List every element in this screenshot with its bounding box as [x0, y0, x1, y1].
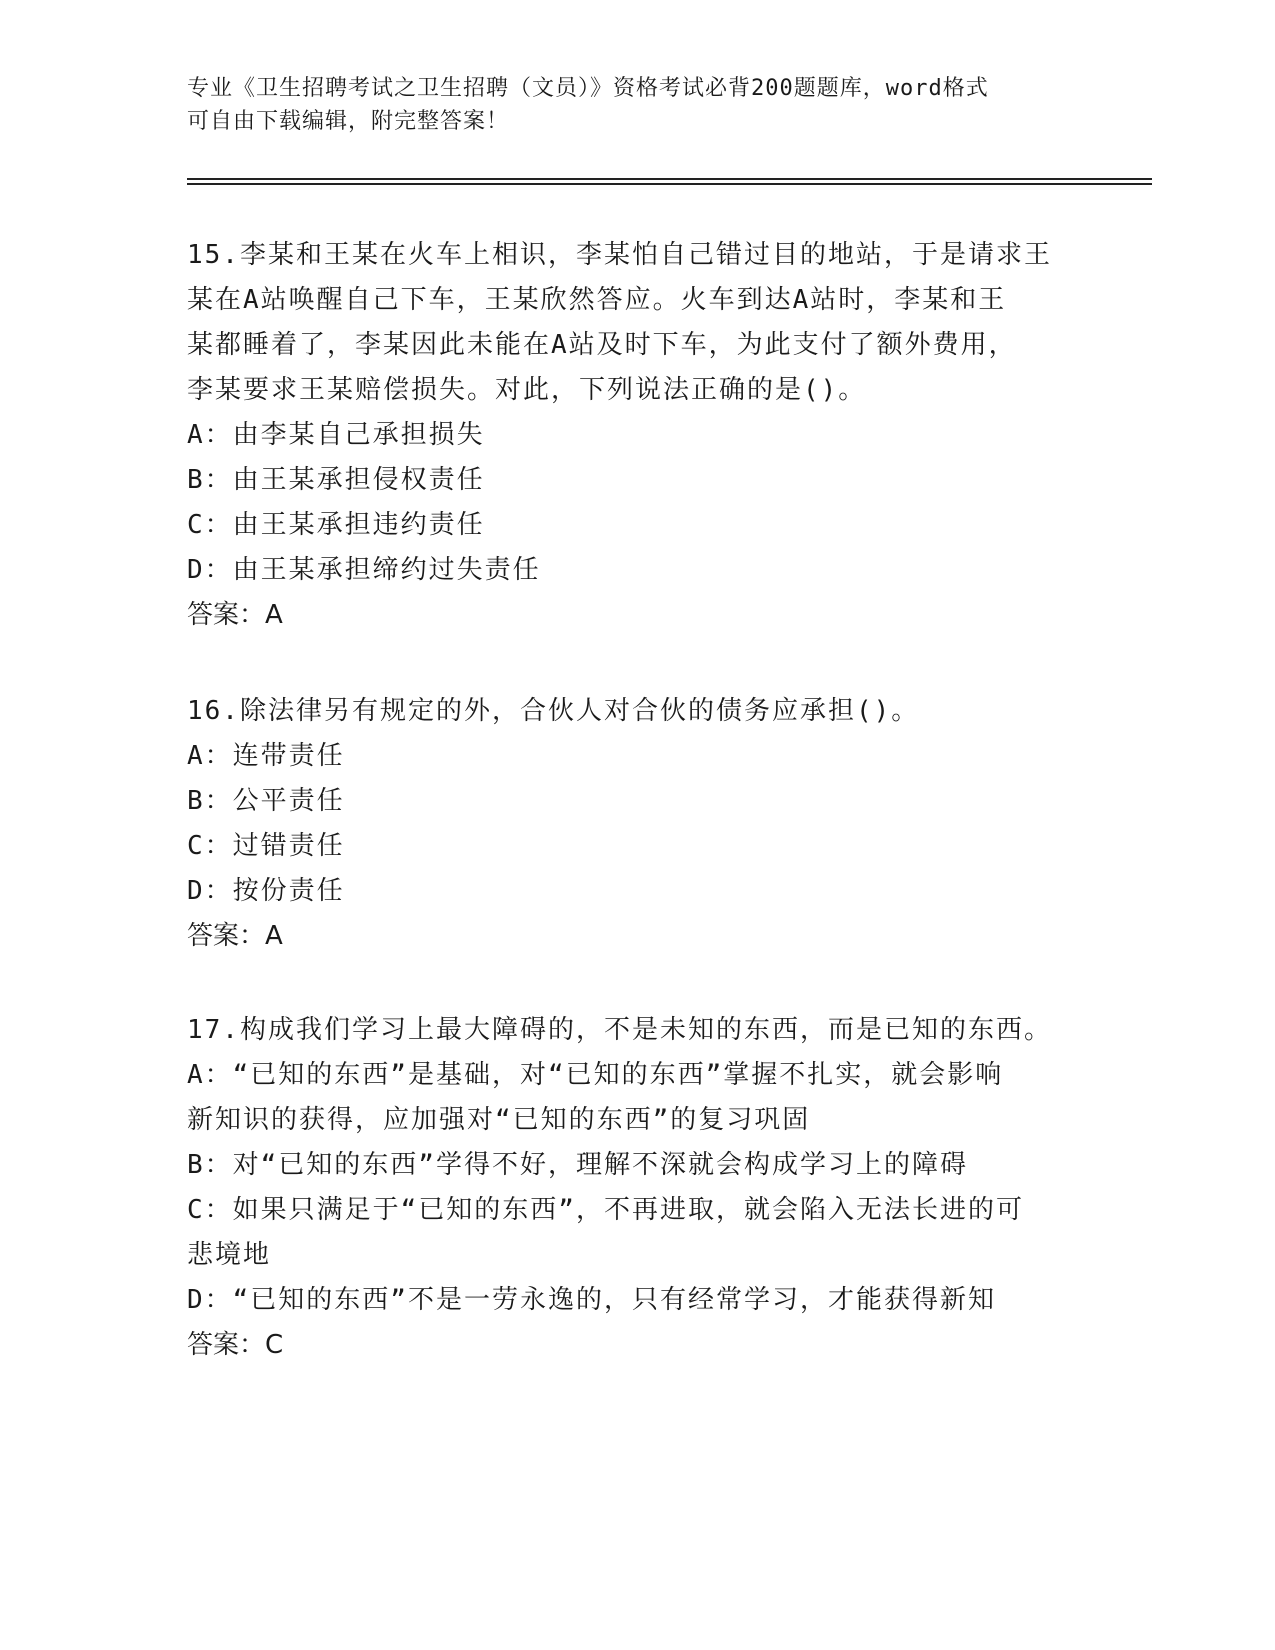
option-c-continued: 悲境地	[187, 1240, 272, 1270]
option-d: D：“已知的东西”不是一劳永逸的，只有经常学习，才能获得新知	[187, 1285, 996, 1315]
option-d: D：按份责任	[187, 876, 345, 906]
header-line-2: 可自由下载编辑，附完整答案！	[187, 109, 510, 134]
header-line-1: 专业《卫生招聘考试之卫生招聘（文员）》资格考试必背200题题库，word格式	[187, 76, 989, 101]
option-b: B：由王某承担侵权责任	[187, 465, 485, 495]
option-c: C：如果只满足于“已知的东西”，不再进取，就会陷入无法长进的可	[187, 1195, 1024, 1225]
option-b: B：对“已知的东西”学得不好，理解不深就会构成学习上的障碍	[187, 1150, 968, 1180]
question-stem-line: 17.构成我们学习上最大障碍的，不是未知的东西，而是已知的东西。	[187, 1015, 1052, 1045]
header-divider-bottom	[187, 183, 1152, 185]
option-a: A：由李某自己承担损失	[187, 420, 485, 450]
answer-label: 答案：A	[187, 600, 283, 630]
option-a-continued: 新知识的获得，应加强对“已知的东西”的复习巩固	[187, 1105, 811, 1135]
option-a: A：“已知的东西”是基础，对“已知的东西”掌握不扎实，就会影响	[187, 1060, 1004, 1090]
question-15	[187, 233, 1077, 638]
option-b: B：公平责任	[187, 786, 345, 816]
answer-label: 答案：C	[187, 1330, 284, 1360]
question-stem-line: 某都睡着了，李某因此未能在A站及时下车，为此支付了额外费用，	[187, 330, 1017, 360]
answer-label: 答案：A	[187, 921, 283, 951]
question-stem-line: 15.李某和王某在火车上相识，李某怕自己错过目的地站，于是请求王	[187, 240, 1052, 270]
document-header	[187, 72, 1067, 138]
option-d: D：由王某承担缔约过失责任	[187, 555, 541, 585]
option-c: C：由王某承担违约责任	[187, 510, 485, 540]
question-17	[187, 1008, 1077, 1368]
option-c: C：过错责任	[187, 831, 345, 861]
option-a: A：连带责任	[187, 741, 345, 771]
header-divider-top	[187, 178, 1152, 180]
question-stem-line: 李某要求王某赔偿损失。对此，下列说法正确的是()。	[187, 375, 867, 405]
question-16	[187, 689, 1077, 959]
question-stem-line: 某在A站唤醒自己下车，王某欣然答应。火车到达A站时，李某和王	[187, 285, 1007, 315]
question-stem-line: 16.除法律另有规定的外，合伙人对合伙的债务应承担()。	[187, 696, 920, 726]
